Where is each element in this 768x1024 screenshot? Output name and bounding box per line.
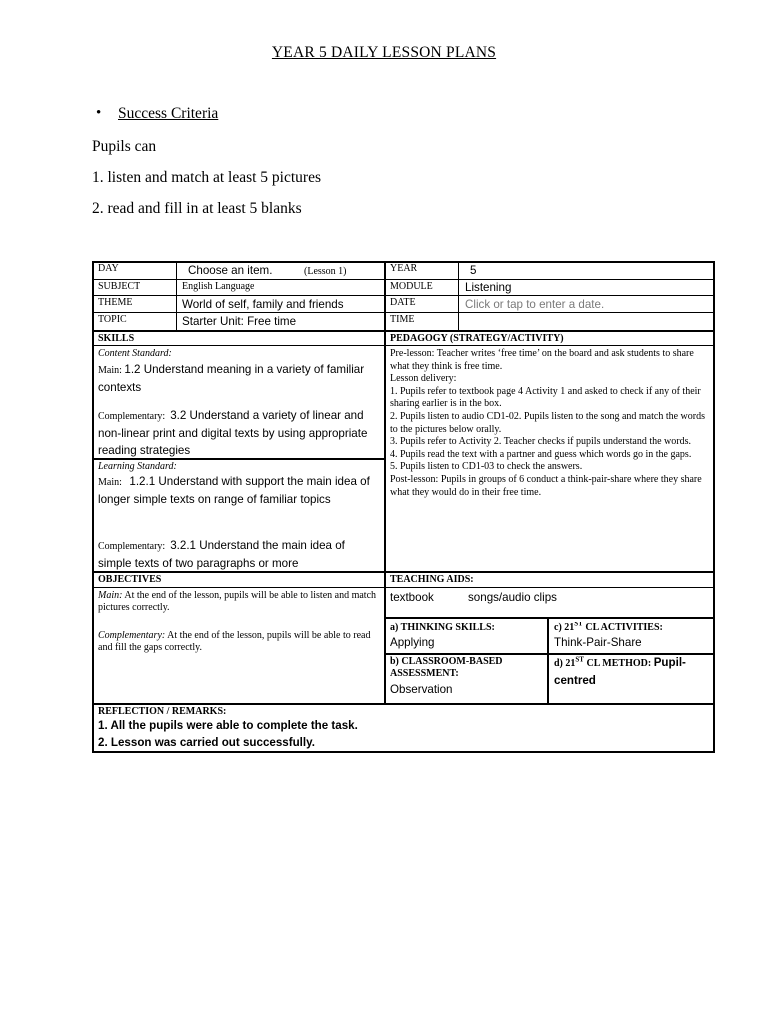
cl-method [554,655,712,690]
subject-value: English Language [182,281,255,292]
pedagogy-header: PEDAGOGY (STRATEGY/ACTIVITY) [390,333,564,344]
col-line [458,261,459,330]
pedagogy-steps [390,348,710,499]
pedagogy-step: Post-lesson: Pupils in groups of 6 conduct a think-pair-share where they share what they would do in their free time. [390,473,702,498]
cl-method-prefix: d) 21 [554,658,576,669]
pedagogy-step: 4. Pupils read the text with a partner and guess which words go in the gaps. [390,448,692,460]
theme-value[interactable]: World of self, family and friends [182,298,344,311]
reflection-header: REFLECTION / REMARKS: [98,706,227,717]
subject-label: SUBJECT [98,281,141,292]
time-label: TIME [390,314,415,325]
day-label: DAY [98,263,119,274]
teaching-aids-header: TEACHING AIDS: [390,574,474,585]
year-value[interactable]: 5 [470,264,477,277]
thinking-skills-value[interactable]: Applying [390,636,435,649]
year-label: YEAR [390,263,418,274]
content-standard-comp [98,408,380,461]
content-comp-text[interactable]: 3.2 Understand a variety of linear and non-linear print and digital texts by using appropriate reading strategies [98,409,368,457]
table-border-left [92,261,94,753]
cl-method-label [554,655,652,669]
objective-main-text: At the end of the lesson, pupils will be able to listen and match pictures correctly. [98,590,377,613]
cl-activities-prefix: c) 21 [554,622,575,633]
criterion-2: 2. read and fill in at least 5 blanks [92,200,302,217]
pupils-can-label: Pupils can [92,138,157,155]
page-title: YEAR 5 DAILY LESSON PLANS [271,44,497,61]
module-label: MODULE [390,281,433,292]
thinking-skills-label: a) THINKING SKILLS: [390,622,495,633]
row-line [92,279,715,280]
main-label: Main: [98,477,122,488]
topic-value[interactable]: Starter Unit: Free time [182,315,297,328]
learning-standard-main [98,474,380,509]
pedagogy-step: Lesson delivery: [390,373,457,385]
cl-activities-value[interactable]: Think-Pair-Share [554,636,642,649]
content-main-text[interactable]: 1.2 Understand meaning in a variety of familiar contexts [98,363,365,394]
col-line [176,261,177,330]
reflection-line-1[interactable]: 1. All the pupils were able to complete the task. [98,719,358,732]
objectives-header: OBJECTIVES [98,574,162,585]
row-line [92,345,715,346]
success-criteria-heading [96,105,219,123]
complementary-label: Complementary: [98,411,166,422]
learning-standard-label: Learning Standard: [98,461,177,472]
content-standard-label: Content Standard: [98,348,172,359]
row-line [92,295,715,296]
module-value[interactable]: Listening [465,281,512,294]
pedagogy-step: Pre-lesson: Teacher writes ‘free time’ on the board and ask students to share what they think is free time. [390,348,694,372]
row-line [384,617,715,619]
cl-method-suffix: CL METHOD: [583,658,652,669]
row-line [92,703,715,705]
cl-activities-sup: ST [574,622,583,628]
objective-comp [98,630,380,653]
learning-standard-comp [98,538,380,573]
learning-comp-text[interactable]: 3.2.1 Understand the main idea of simple texts of two paragraphs or more [98,539,345,570]
lesson-number: (Lesson 1) [304,266,347,277]
assessment-value[interactable]: Observation [390,683,453,696]
table-border-right [713,261,715,753]
complementary-label: Complementary: [98,541,166,552]
cl-activities-label [554,622,663,634]
pedagogy-step: 2. Pupils listen to audio CD1-02. Pupils listen to the song and match the words to the pictures below orally. [390,410,705,435]
main-label: Main: [98,365,122,376]
col-line [384,261,386,703]
date-label: DATE [390,297,416,308]
cl-method-sup: ST [575,655,584,664]
pedagogy-step: 1. Pupils refer to textbook page 4 Activity 1 and asked to check if any of their sharing earlier is in the box. [390,385,701,410]
row-line [92,587,715,588]
teaching-aid-songs[interactable]: songs/audio clips [468,591,557,604]
teaching-aid-textbook[interactable]: textbook [390,591,434,604]
pedagogy-step: 5. Pupils listen to CD1-03 to check the answers. [390,461,583,473]
day-dropdown[interactable]: Choose an item. [188,264,273,277]
theme-label: THEME [98,297,133,308]
col-line [547,617,549,703]
bullet-icon: • [96,105,102,121]
content-standard-main [98,362,380,397]
cl-method-value[interactable]: Pupil-centred [554,656,686,687]
date-picker[interactable]: Click or tap to enter a date. [465,298,605,311]
learning-main-text[interactable]: 1.2.1 Understand with support the main idea of longer simple texts on range of familiar topics [98,475,370,506]
criterion-1: 1. listen and match at least 5 pictures [92,169,321,186]
complementary-label: Complementary: [98,630,166,641]
topic-label: TOPIC [98,314,127,325]
cl-activities-suffix: CL ACTIVITIES: [582,622,663,633]
reflection-line-2[interactable]: 2. Lesson was carried out successfully. [98,736,315,749]
objective-main [98,590,380,613]
pedagogy-step: 3. Pupils refer to Activity 2. Teacher checks if pupils understand the words. [390,436,691,448]
objective-comp-text: At the end of the lesson, pupils will be able to read and fill the gaps correctly. [98,630,371,653]
skills-header: SKILLS [98,333,135,344]
assessment-label: b) CLASSROOM-BASED ASSESSMENT: [390,656,503,679]
success-criteria-label: Success Criteria [118,105,219,122]
main-label: Main: [98,590,123,601]
